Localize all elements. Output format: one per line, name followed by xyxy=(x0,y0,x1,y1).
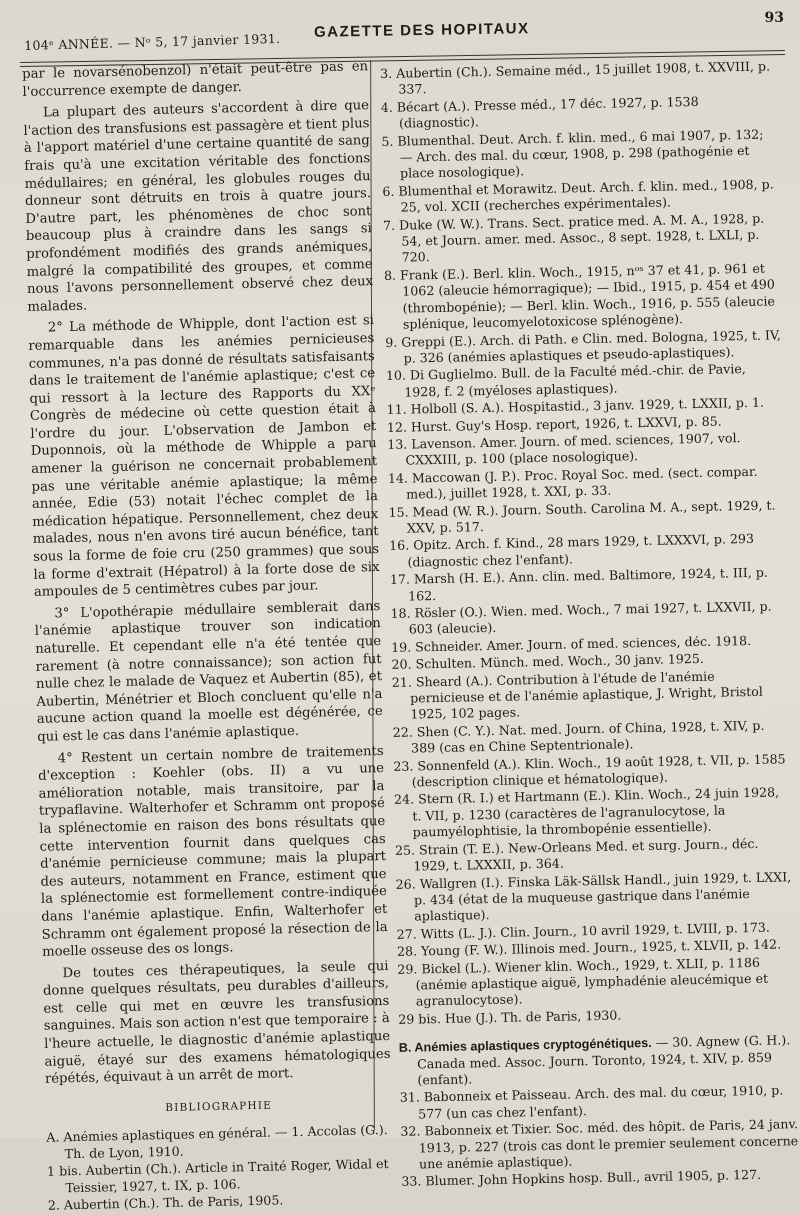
reference-item: 27. Witts (L. J.). Clin. Journ., 10 avril 1929, t. LVIII, p. 173. xyxy=(396,919,770,942)
reference-item: 17. Marsh (H. E.). Ann. clin. med. Baltimore, 1924, t. III, p. 162. xyxy=(389,564,769,604)
reference-item: 7. Duke (W. W.). Trans. Sect. pratice med. A. M. A., 1928, p. 54, et Journ. amer. med. Assoc., 8 sept. 1928, t. LXLI, p. 720. xyxy=(382,210,765,266)
reference-item: 11. Holboll (S. A.). Hospitastid., 3 janv. 1929, t. LXXII, p. 1. xyxy=(386,394,765,418)
section-b-heading: B. Anémies aplastiques cryptogénétiques. xyxy=(398,1036,652,1055)
reference-item: 9. Greppi (E.). Arch. di Path. e Clin. med. Bologna, 1925, t. IV, p. 326 (anémies aplastiques et pseudo-aplastiques). xyxy=(385,326,781,366)
paragraph: La plupart des auteurs s'accordent à dire que l'action des transfusions est passagère et tient plus à l'apport matériel d'une certaine quantité de sang frais qu'à une excitation véritable des fonctions médullaires; en général, les globules rouges du donneur sont détruits en trois à quatre jours. D'autre part, les phénomènes de choc sont beaucoup plus à craindre dans les sangs si profondément modifiés des grands anémiques, malgré la compatibilité des groupes, et comme nous l'avons personnellement observé chez deux malades. xyxy=(23,98,374,315)
right-column xyxy=(380,58,800,1191)
page-header xyxy=(24,8,784,54)
reference-item: 26. Wallgren (I.). Finska Läk-Sällsk Handl., juin 1929, t. LXXI, p. 434 (état de la muqueuse gastrique dans l'anémie aplastique). xyxy=(395,868,792,924)
reference-item: 16. Opitz. Arch. f. Kind., 28 mars 1929, t. LXXXVI, p. 293 (diagnostic chez l'enfant). xyxy=(389,531,755,570)
paragraph: par le novarsénobenzol) n'était peut-être pas en l'occurrence exempte de danger. xyxy=(22,59,369,100)
paragraph: 4° Restent un certain nombre de traitements d'exception : Koehler (obs. II) a vu une amélioration notable, mais transitoire, par la trypaflavine. Walterhofer et Schramm ont proposé la splénectomie en raison des bons résultats que cette intervention fournit dans quelques cas d'anémie pernicieuse commune; mais la plupart des auteurs, notamment en France, estiment que la splénectomie est formellement contre-indiquée dans l'anémie aplastique. Enfin, Walterhofer et Schramm ont également proposé la résection de la moelle osseuse des os longs. xyxy=(37,743,388,960)
reference-item: 25. Strain (T. E.). New-Orleans Med. et surg. Journ., déc. 1929, t. LXXXII, p. 364. xyxy=(394,835,759,874)
page-number: 93 xyxy=(764,10,784,26)
reference-item: 1 bis. Aubertin (Ch.). Article in Traité Roger, Widal et Teissier, 1927, t. IX, p. 106. xyxy=(46,1156,389,1195)
reference-item: 21. Sheard (A.). Contribution à l'étude de l'anémie pernicieuse et de l'anémie aplastique, J. Wright, Bristol 1925, 102 pages. xyxy=(391,668,763,722)
reference-item: 29. Bickel (L.). Wiener klin. Woch., 1929, t. XLII, p. 1186 (anémie aplastique aiguë, lymphadénie aleucémique et agranulocytose). xyxy=(397,954,769,1009)
bibliography-title: BIBLIOGRAPHIE xyxy=(165,1099,273,1114)
reference-item: 23. Sonnenfeld (A.). Klin. Woch., 19 août 1928, t. VII, p. 1585 (description clinique et hématologique). xyxy=(393,750,786,790)
reference-item: 14. Maccowan (J. P.). Proc. Royal Soc. med. (sect. compar. med.), juillet 1928, t. XXI, p. 33. xyxy=(387,463,758,502)
reference-item: 6. Blumenthal et Morawitz. Deut. Arch. f. klin. med., 1908, p. 25, vol. XCII (recherches expérimentales). xyxy=(382,176,774,215)
reference-item: 19. Schneider. Amer. Journ. of med. sciences, déc. 1918. xyxy=(391,632,752,655)
reference-item: 13. Lavenson. Amer. Journ. of med. sciences, 1907, vol. CXXXIII, p. 100 (place nosologique). xyxy=(387,430,741,468)
reference-item: 32. Babonneix et Tixier. Soc. méd. des hôpit. de Paris, 24 janv. 1913, p. 227 (trois cas dont le premier seulement concerne une anémie aplastique). xyxy=(400,1116,799,1172)
reference-item: 4. Bécart (A.). Presse méd., 17 déc. 1927, p. 1538 (diagnostic). xyxy=(380,93,699,131)
reference-item: 3. Aubertin (Ch.). Semaine méd., 15 juillet 1908, t. XXVIII, p. 337. xyxy=(380,58,771,98)
reference-item: — 30. Agnew (G. H.). Canada med. Assoc. Journ. Toronto, 1924, t. XIV, p. 859 (enfant). xyxy=(417,1032,791,1088)
reference-item: 15. Mead (W. R.). Journ. South. Carolina M. A., sept. 1929, t. XXV, p. 517. xyxy=(388,497,776,536)
reference-item: 31. Babonneix et Paisseau. Arch. des mal. du cœur, 1910, p. 577 (un cas chez l'enfant). xyxy=(399,1082,784,1122)
reference-item: 29 bis. Hue (J.). Th. de Paris, 1930. xyxy=(398,1007,622,1027)
reference-item: 22. Shen (C. Y.). Nat. med. Journ. of China, 1928, t. XIV, p. 389 (cas en Chine Septentrionale). xyxy=(392,717,765,756)
paragraph: De toutes ces thérapeutiques, la seule qui donne quelques résultats, peu durables d'ailleurs, est celle qui met en œuvre les transfusions sanguines. Mais son action n'est que temporaire : à l'heure actuelle, le diagnostic d'anémie aplastique aiguë, étayé sur des examens hématologiques répétés, équivaut à un arrêt de mort. xyxy=(42,958,391,1087)
paragraph: 3° L'opothérapie médullaire semblerait dans l'anémie aplastique trouver son indication naturelle. Et cependant elle n'a été tentée que rarement (à notre connaissance); son action fut nulle chez le malade de Vaquez et Aubertin (85), et Aubertin, Ménétrier et Bloch concluent qu'elle n'a aucune action quand la moelle est dégénérée, ce qui est le cas dans l'anémie aplastique. xyxy=(34,598,383,745)
reference-item: 28. Young (F. W.). Illinois med. Journ., 1925, t. XLVII, p. 142. xyxy=(396,936,782,959)
reference-item: 24. Stern (R. I.) et Hartmann (E.). Klin. Woch., 24 juin 1928, t. VII, p. 1230 (caractères de l'agranulocytose, la paumyélophtisie, la thrombopénie essentielle). xyxy=(393,784,780,840)
issue-line: 104ᵉ ANNÉE. — Nᵒ 5, 17 janvier 1931. xyxy=(24,30,281,53)
paragraph: 2° La méthode de Whipple, dont l'action est si remarquable dans les anémies pernicieuses communes, n'a pas donné de résultats satisfaisants dans le traitement de l'anémie aplastique; c'est ce qui ressort à la lecture des Rapports du XXᵉ Congrès de médecine où cette question était à l'ordre du jour. L'observation de Jambon et Duponnois, où la méthode de Whipple a paru amener la guérison ne concernait probablement pas une véritable anémie aplastique; la même année, Edie (53) notait l'échec complet de la médication hépatique. Personnellement, chez deux malades, nous n'en avons tiré aucun bénéfice, tant sous la forme de foie cru (250 grammes) que sous la forme d'extrait (Hépatrol) à la forte dose de six ampoules de 5 centimètres cubes par jour. xyxy=(28,313,380,601)
reference-item: 10. Di Guglielmo. Bull. de la Faculté méd.-chir. de Pavie, 1928, f. 2 (myéloses aplastiques). xyxy=(385,361,746,400)
reference-item: 33. Blumer. John Hopkins hosp. Bull., avril 1905, p. 127. xyxy=(401,1167,762,1190)
reference-item: 2. Aubertin (Ch.). Th. de Paris, 1905. xyxy=(47,1192,284,1213)
reference-item: 8. Frank (E.). Berl. klin. Woch., 1915, nᵒˢ 37 et 41, p. 961 et 1062 (aleucie hémorragique); — Ibid., 1915, p. 454 et 490 (thrombopénie); — Berl. klin. Woch., 1916, p. 555 (aleucie splénique, leucomyelotoxicose splénogène). xyxy=(383,260,775,332)
reference-item: 5. Blumenthal. Deut. Arch. f. klin. med., 6 mai 1907, p. 132; — Arch. des mal. du cœur, 1908, p. 298 (pathogénie et place nosologique). xyxy=(381,126,764,182)
section-b-block xyxy=(399,1032,798,1089)
journal-title: GAZETTE DES HOPITAUX xyxy=(313,20,530,41)
reference-item: A. Anémies aplastiques en général. — 1. Accolas (G.). Th. de Lyon, 1910. xyxy=(46,1122,388,1162)
reference-item: 12. Hurst. Guy's Hosp. report, 1926, t. LXXVI, p. 85. xyxy=(386,413,722,435)
reference-item: 20. Schulten. Münch. med. Woch., 30 janv. 1925. xyxy=(391,651,705,673)
reference-item: 18. Rösler (O.). Wien. med. Woch., 7 mai 1927, t. LXXVII, p. 603 (aleucie). xyxy=(390,598,772,637)
left-column xyxy=(22,58,394,1215)
